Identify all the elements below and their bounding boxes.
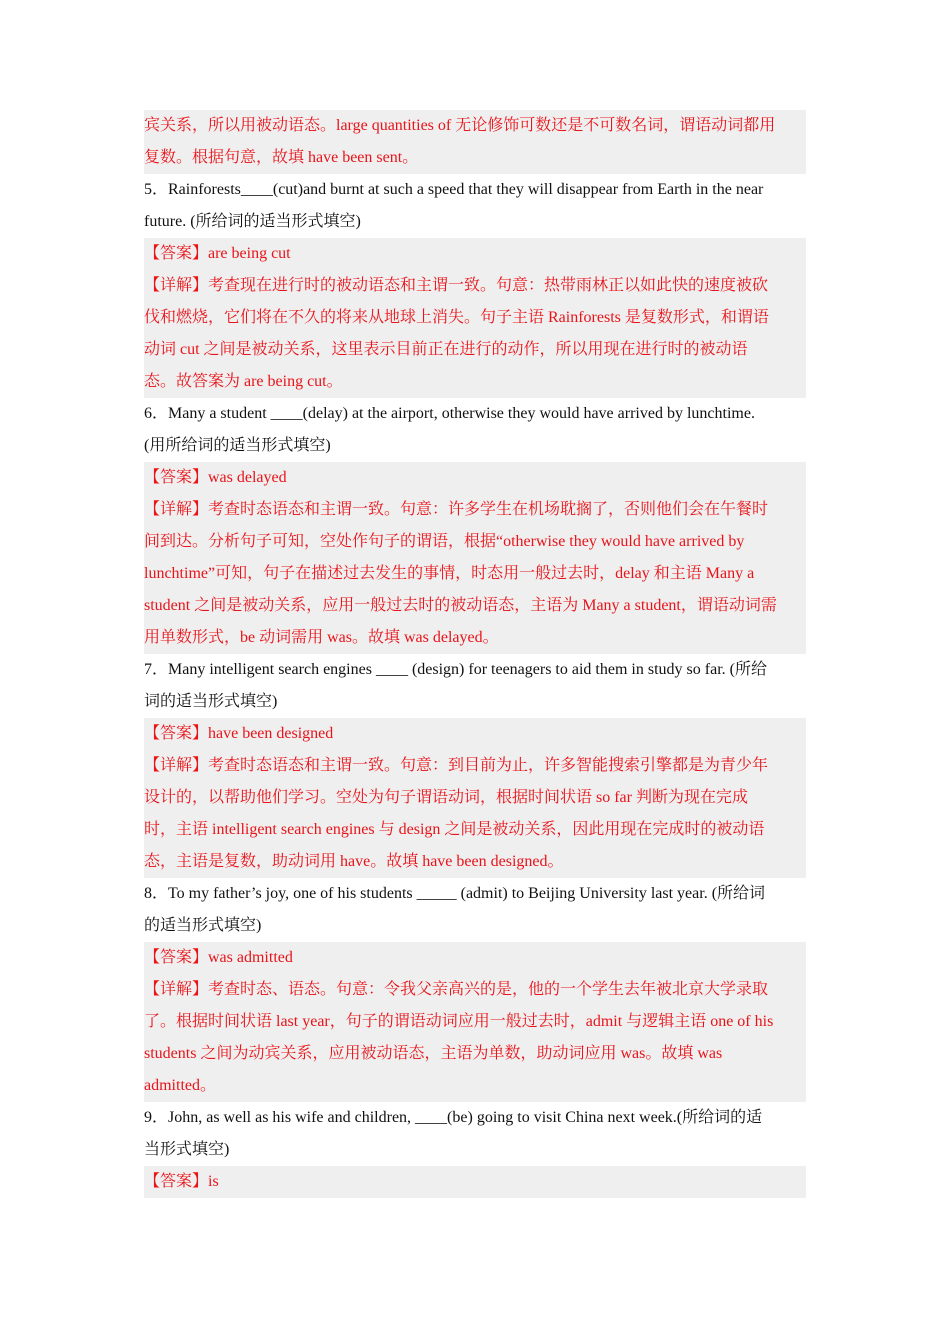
explanation-line: 复数。根据句意，故填 have been sent。 <box>144 142 806 174</box>
question-9 <box>144 1102 806 1166</box>
question-8 <box>144 878 806 942</box>
answer-block-continued <box>144 110 806 174</box>
question-line: 9．John, as well as his wife and children, ____(be) going to visit China next week.(所给词的适 <box>144 1109 763 1126</box>
question-line: 6．Many a student ____(delay) at the airport, otherwise they would have arrived by lunchtime. <box>144 405 755 422</box>
answer-line: 【答案】was admitted <box>144 942 806 974</box>
question-line: 的适当形式填空) <box>144 917 262 934</box>
answer-line: 【答案】are being cut <box>144 238 806 270</box>
explanation-line: 了。根据时间状语 last year，句子的谓语动词应用一般过去时，admit 与逻辑主语 one of his <box>144 1006 806 1038</box>
explanation-line: 动词 cut 之间是被动关系，这里表示目前正在进行的动作，所以用现在进行时的被动语 <box>144 334 806 366</box>
question-line: future. (所给词的适当形式填空) <box>144 213 361 230</box>
answer-block-5 <box>144 238 806 398</box>
question-6 <box>144 398 806 462</box>
explanation-line: 间到达。分析句子可知，空处作句子的谓语，根据“otherwise they would have arrived by <box>144 526 806 558</box>
explanation-line: 【详解】考查时态语态和主谓一致。句意：到目前为止，许多智能搜索引擎都是为青少年 <box>144 750 806 782</box>
explanation-line: 宾关系，所以用被动语态。large quantities of 无论修饰可数还是不可数名词，谓语动词都用 <box>144 110 806 142</box>
question-5 <box>144 174 806 238</box>
answer-block-8 <box>144 942 806 1102</box>
question-line: 8．To my father’s joy, one of his students _____ (admit) to Beijing University last year. (所给词 <box>144 885 766 902</box>
question-line: (用所给词的适当形式填空) <box>144 437 331 454</box>
explanation-line: 时，主语 intelligent search engines 与 design 之间是被动关系，因此用现在完成时的被动语 <box>144 814 806 846</box>
question-line: 当形式填空) <box>144 1141 230 1158</box>
explanation-line: 伐和燃烧，它们将在不久的将来从地球上消失。句子主语 Rainforests 是复数形式，和谓语 <box>144 302 806 334</box>
explanation-line: lunchtime”可知，句子在描述过去发生的事情，时态用一般过去时，delay 和主语 Many a <box>144 558 806 590</box>
answer-line: 【答案】was delayed <box>144 462 806 494</box>
explanation-line: 【详解】考查时态、语态。句意：令我父亲高兴的是，他的一个学生去年被北京大学录取 <box>144 974 806 1006</box>
explanation-line: admitted。 <box>144 1070 806 1102</box>
answer-block-9 <box>144 1166 806 1198</box>
explanation-line: 设计的，以帮助他们学习。空处为句子谓语动词，根据时间状语 so far 判断为现在完成 <box>144 782 806 814</box>
answer-line: 【答案】have been designed <box>144 718 806 750</box>
explanation-line: 态。故答案为 are being cut。 <box>144 366 806 398</box>
explanation-line: student 之间是被动关系，应用一般过去时的被动语态，主语为 Many a student，谓语动词需 <box>144 590 806 622</box>
explanation-line: 用单数形式，be 动词需用 was。故填 was delayed。 <box>144 622 806 654</box>
answer-block-6 <box>144 462 806 654</box>
question-line: 5．Rainforests____(cut)and burnt at such a speed that they will disappear from Earth in the near <box>144 181 764 198</box>
answer-line: 【答案】is <box>144 1166 806 1198</box>
answer-block-7 <box>144 718 806 878</box>
explanation-line: 态，主语是复数，助动词用 have。故填 have been designed。 <box>144 846 806 878</box>
question-line: 7．Many intelligent search engines ____ (design) for teenagers to aid them in study so far. (所给 <box>144 661 767 678</box>
explanation-line: students 之间为动宾关系，应用被动语态，主语为单数，助动词应用 was。故填 was <box>144 1038 806 1070</box>
question-7 <box>144 654 806 718</box>
question-line: 词的适当形式填空) <box>144 693 278 710</box>
explanation-line: 【详解】考查现在进行时的被动语态和主谓一致。句意：热带雨林正以如此快的速度被砍 <box>144 270 806 302</box>
document-body <box>144 110 806 1198</box>
explanation-line: 【详解】考查时态语态和主谓一致。句意：许多学生在机场耽搁了，否则他们会在午餐时 <box>144 494 806 526</box>
